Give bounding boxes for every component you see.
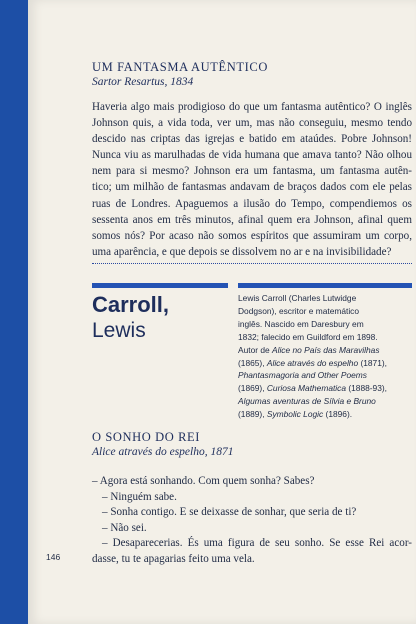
bio-line — [238, 318, 414, 331]
bio-line — [238, 395, 414, 408]
section-title: O SONHO DO REI — [92, 430, 201, 444]
section-fantasma — [92, 60, 412, 264]
bio-work-title: Algumas aventuras de Sílvia e Bruno — [238, 396, 376, 407]
dialogue-line: – Ninguém sabe. — [102, 490, 177, 503]
paragraph-line: somos nós? Por acaso não somos espíritos que assumiram um corpo, — [92, 229, 412, 242]
bio-text: 1832; falecido em Guildford em 1898. — [238, 331, 378, 342]
dialogue — [92, 474, 412, 568]
section-source: Sartor Resartus, 1834 — [92, 76, 194, 88]
bio-work-title: Alice através do espelho — [266, 357, 359, 368]
bio-text: (1865), — [238, 357, 267, 368]
bio-line — [238, 382, 414, 395]
bio-text: (1869), — [238, 383, 267, 394]
paragraph-line: Johnson quis, a vida toda, ver um, mas não conseguiu, mesmo tendo — [92, 117, 412, 130]
book-page — [28, 0, 416, 624]
author-last-name: Carroll, — [92, 292, 170, 317]
bio-text: (1888-93), — [346, 383, 387, 394]
dialogue-line: dasse, tu te apagarias feito uma vela. — [92, 552, 255, 565]
dialogue-line: – Sonha contigo. E se deixasse de sonhar, que seria de ti? — [102, 506, 357, 519]
bio-text: inglês. Nascido em Daresbury em — [238, 318, 364, 329]
dialogue-line: – Agora está sonhando. Com quem sonha? Sabes? — [92, 475, 315, 487]
bio-work-title: Curiosa Mathematica — [266, 383, 347, 394]
author-bio — [238, 292, 414, 421]
dialogue-line: – Desaparecerias. És uma figura de seu sonho. Se esse Rei acor- — [102, 537, 412, 550]
author-name-bar — [92, 283, 228, 288]
section-source: Alice através do espelho, 1871 — [92, 446, 234, 458]
paragraph-line: tico; um milhão de fantasmas andavam de braços dados com ele pelas — [92, 181, 412, 194]
bio-text: Dodgson), escritor e matemático — [238, 305, 360, 316]
bio-line — [238, 357, 414, 370]
bio-line — [238, 331, 414, 344]
bio-work-title: Alice no País das Maravilhas — [272, 344, 380, 355]
section-paragraph — [92, 99, 412, 260]
paragraph-line: Nunca viu as marulhadas de vida humana que amava tanto? Não olhou — [92, 149, 412, 162]
bio-line — [238, 305, 414, 318]
bio-text: Lewis Carroll (Charles Lutwidge — [238, 293, 357, 303]
author-first-name: Lewis — [92, 319, 146, 342]
dotted-divider — [92, 263, 412, 264]
paragraph-line: Haveria algo mais prodigioso do que um fantasma autêntico? O inglês — [92, 101, 412, 113]
page-number: 146 — [46, 552, 61, 562]
bio-text: (1896). — [323, 409, 353, 420]
paragraph-line: uma aparência, e que depois se dissolvem no ar e na invisibilidade? — [92, 245, 392, 258]
bio-line — [238, 408, 414, 421]
bio-line — [238, 369, 414, 382]
paragraph-line: ruas de Londres. Apaguemos a ilusão do Tempo, compendiemos os — [92, 197, 412, 210]
paragraph-line: sessenta anos em três minutos, afinal quem era Johnson, afinal quem — [92, 213, 412, 226]
author-name — [92, 292, 232, 344]
section-title: UM FANTASMA AUTÊNTICO — [92, 60, 268, 74]
bio-text: (1871), — [358, 357, 387, 368]
bio-work-title: Symbolic Logic — [266, 409, 324, 420]
bio-text: (1889), — [238, 409, 267, 420]
paragraph-line: nem para si mesmo? Johnson era um fantasma, um fantasma autên- — [92, 165, 412, 178]
author-bio-bar — [238, 283, 412, 288]
bio-line — [238, 344, 414, 357]
bio-work-title: Phantasmagoria and Other Poems — [238, 370, 367, 381]
dialogue-line: – Não sei. — [102, 521, 147, 534]
bio-text: Autor de — [238, 344, 272, 355]
paragraph-line: descido nas criptas das igrejas e batido em ataúdes. Pobre Johnson! — [92, 133, 412, 146]
bio-line — [238, 292, 414, 305]
section-sonho — [92, 430, 412, 568]
